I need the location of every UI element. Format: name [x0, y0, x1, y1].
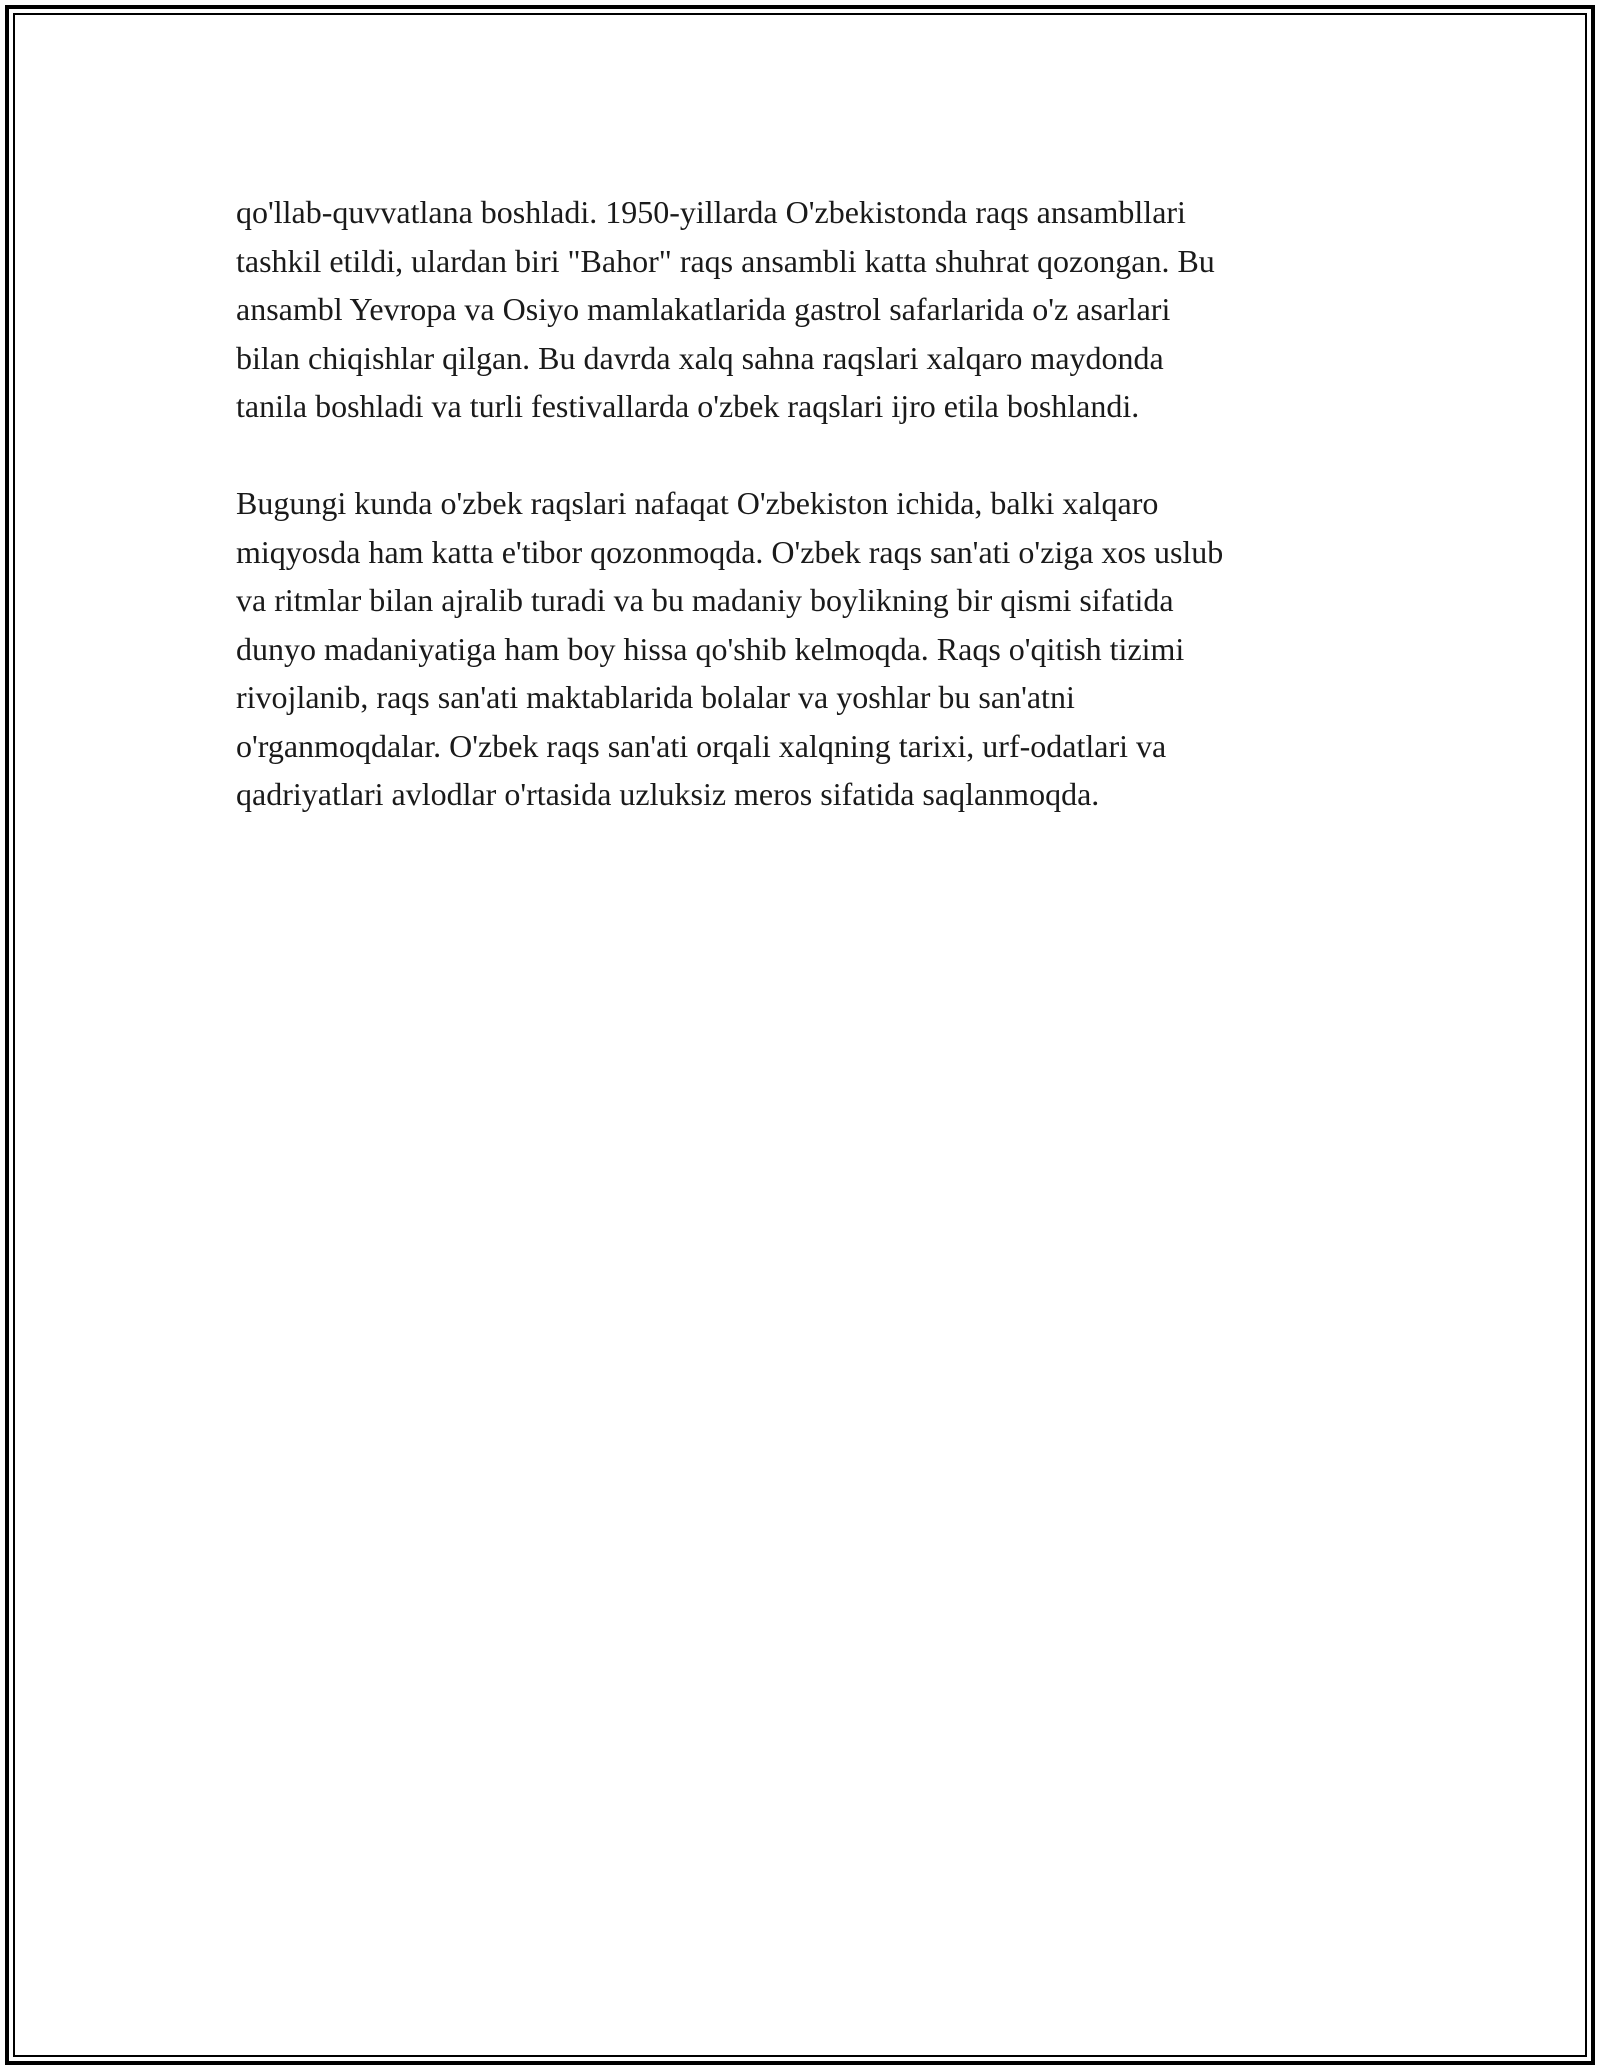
- text-line: o'rganmoqdalar. O'zbek raqs san'ati orqali xalqning tarixi, urf-odatlari va: [236, 727, 1167, 764]
- text-line: tanila boshladi va turli festivallarda o'zbek raqslari ijro etila boshlandi.: [236, 388, 1140, 424]
- paragraph-1: [236, 188, 1366, 431]
- text-line: tashkil etildi, ulardan biri "Bahor" raqs ansambli katta shuhrat qozongan. Bu: [236, 242, 1215, 279]
- text-line: va ritmlar bilan ajralib turadi va bu madaniy boylikning bir qismi sifatida: [236, 582, 1174, 618]
- text-line: dunyo madaniyatiga ham boy hissa qo'shib kelmoqda. Raqs o'qitish tizimi: [236, 630, 1185, 667]
- text-line: bilan chiqishlar qilgan. Bu davrda xalq sahna raqslari xalqaro maydonda: [236, 339, 1164, 376]
- text-line: rivojlanib, raqs san'ati maktablarida bolalar va yoshlar bu san'atni: [236, 679, 1075, 715]
- text-line: miqyosda ham katta e'tibor qozonmoqda. O'zbek raqs san'ati o'ziga xos uslub: [236, 533, 1224, 570]
- text-line: qo'llab-quvvatlana boshladi. 1950-yillarda O'zbekistonda raqs ansambllari: [236, 194, 1186, 230]
- paragraph-2: [236, 479, 1366, 819]
- text-line: Bugungi kunda o'zbek raqslari nafaqat O'zbekiston ichida, balki xalqaro: [236, 485, 1159, 521]
- text-line: qadriyatlari avlodlar o'rtasida uzluksiz meros sifatida saqlanmoqda.: [236, 776, 1100, 812]
- text-line: ansambl Yevropa va Osiyo mamlakatlarida gastrol safarlarida o'z asarlari: [236, 291, 1171, 327]
- document-body: [236, 188, 1366, 819]
